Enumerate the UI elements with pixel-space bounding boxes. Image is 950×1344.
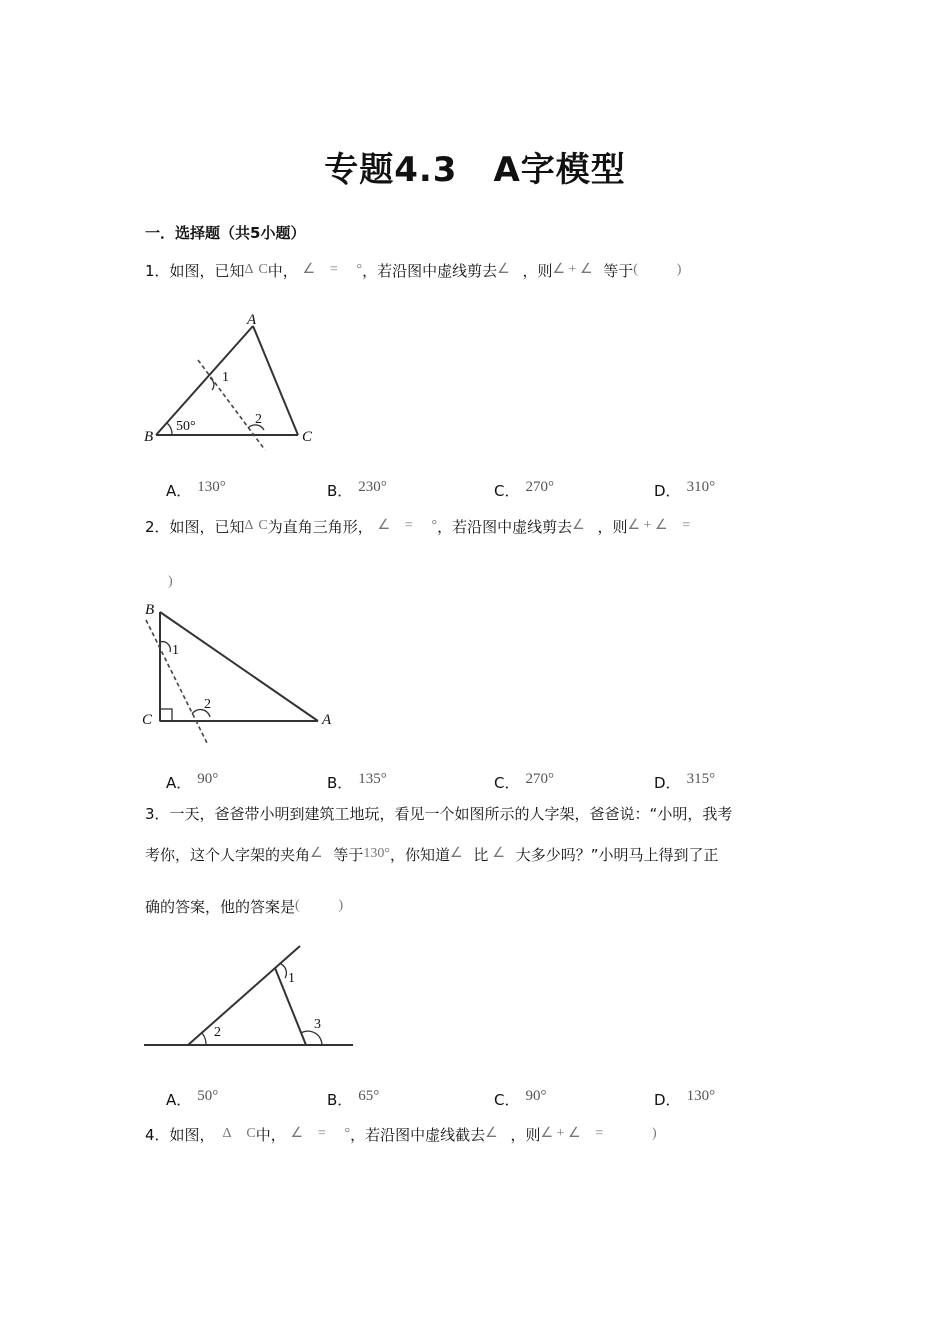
label-a: A (247, 312, 257, 328)
page-title: 专题4.3 A字模型 (324, 150, 626, 190)
label-50: 50° (176, 419, 196, 434)
question-3-line-3: 确的答案，他的答案是( ) (145, 898, 344, 916)
angle-2-arc (202, 1033, 206, 1045)
angle-b-arc (167, 423, 172, 435)
angle-1-arc (281, 964, 286, 978)
label-2: 2 (214, 1025, 221, 1040)
question-2-paren: ) (168, 574, 173, 589)
q3-option-b[interactable]: B． 65° (327, 1088, 380, 1109)
q2-option-a[interactable]: A． 90° (166, 771, 219, 792)
q3-option-c[interactable]: C． 90° (494, 1088, 547, 1109)
label-c: C (142, 712, 153, 728)
question-3-figure (140, 940, 360, 1055)
right-angle-mark (160, 709, 172, 721)
label-1: 1 (222, 370, 229, 385)
question-3-line-2: 考你，这个人字架的夹角∠ 等于130°，你知道∠ 比 ∠ 大多少吗？”小明马上得到了正 (145, 846, 719, 864)
q3-option-d[interactable]: D． 130° (654, 1088, 716, 1109)
section-heading: 一．选择题（共5小题） (145, 224, 306, 242)
q1-option-c[interactable]: C． 270° (494, 479, 554, 500)
label-b: B (144, 429, 154, 445)
question-3-line-1: 3．一天，爸爸带小明到建筑工地玩，看见一个如图所示的人字架，爸爸说：“小明，我考 (145, 805, 733, 823)
question-4-text: 4．如图， Δ C中， ∠ = °，若沿图中虚线截去∠ ，则∠ + ∠ = ) (145, 1126, 657, 1144)
q3-option-a[interactable]: A． 50° (166, 1088, 219, 1109)
q2-option-c[interactable]: C． 270° (494, 771, 554, 792)
question-2-text: 2．如图，已知Δ C为直角三角形， ∠ = °，若沿图中虚线剪去∠ ，则∠ + ∠ = (145, 518, 691, 536)
label-3: 3 (314, 1017, 321, 1032)
q1-option-a[interactable]: A． 130° (166, 479, 226, 500)
side-ab (156, 326, 253, 435)
question-1-text: 1．如图，已知Δ C中， ∠ = °，若沿图中虚线剪去∠ ，则∠ + ∠ 等于( ) (145, 262, 682, 280)
angle-1-arc (210, 378, 214, 390)
label-1: 1 (288, 971, 295, 986)
q2-option-d[interactable]: D． 315° (654, 771, 716, 792)
long-leg (188, 946, 300, 1045)
q1-option-b[interactable]: B． 230° (327, 479, 387, 500)
angle-1-arc (160, 642, 170, 652)
cut-line (198, 360, 265, 450)
label-1: 1 (172, 643, 179, 658)
label-a: A (322, 712, 332, 728)
label-2: 2 (255, 412, 262, 427)
label-c: C (302, 429, 313, 445)
q2-option-b[interactable]: B． 135° (327, 771, 387, 792)
side-ab (160, 612, 318, 721)
label-2: 2 (204, 697, 211, 712)
label-b: B (145, 602, 155, 618)
q1-option-d[interactable]: D． 310° (654, 479, 716, 500)
question-1-figure (140, 310, 340, 450)
question-2-figure (140, 600, 340, 750)
